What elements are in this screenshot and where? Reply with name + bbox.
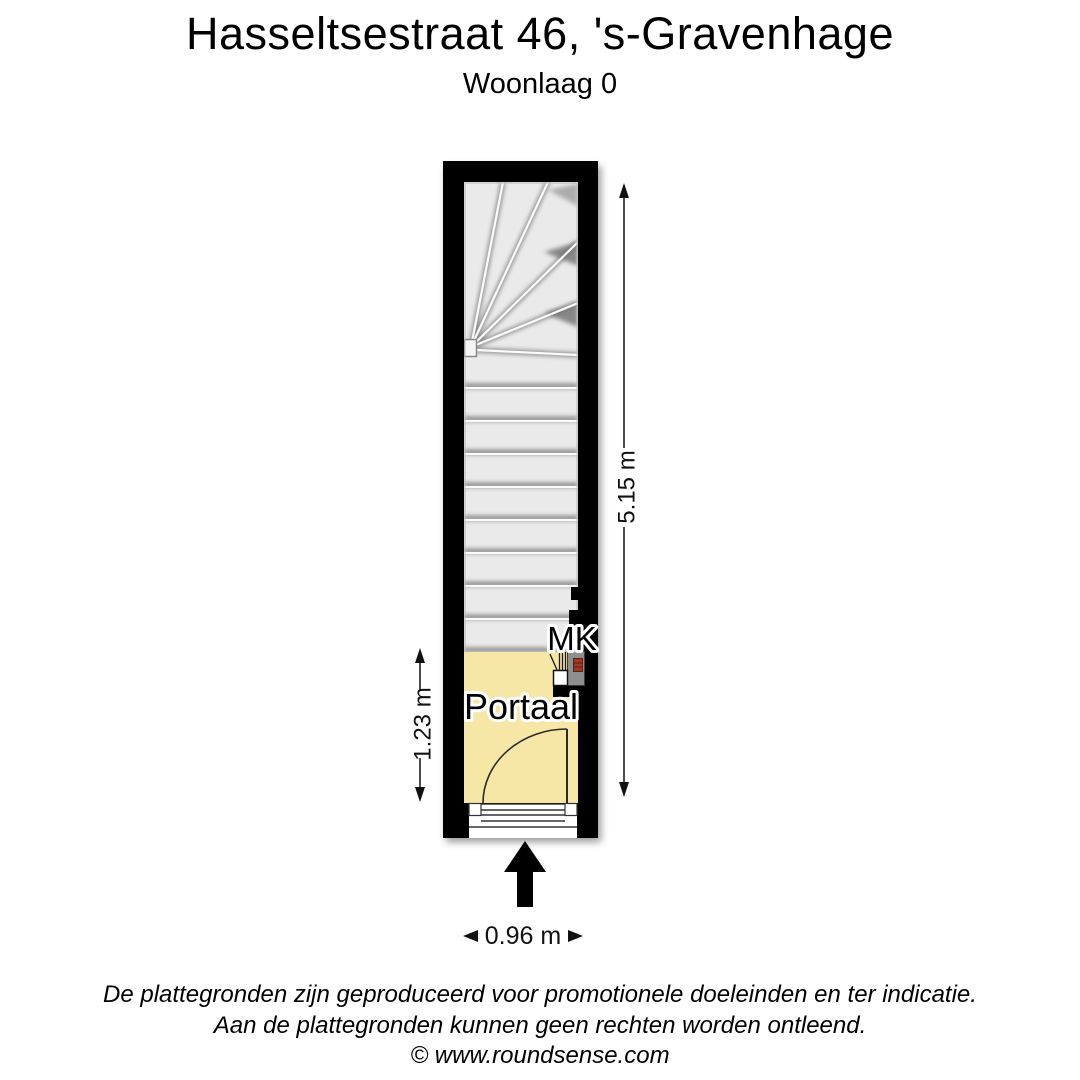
mk-label: MK	[547, 620, 597, 657]
entrance-threshold	[469, 803, 577, 838]
mk-door	[554, 671, 568, 686]
copyright-line: © www.roundsense.com	[410, 1042, 670, 1069]
floor-level-subtitle: Woonlaag 0	[462, 68, 618, 100]
staircase	[464, 182, 578, 652]
dimension-total-depth	[613, 183, 640, 797]
disclaimer-line-1: De plattegronden zijn geproduceerd voor promotionele doeleinden en ter indicatie.	[103, 981, 977, 1008]
dimension-entrance-width	[463, 922, 583, 950]
dimension-portaal-depth-label: 1.23 m	[409, 687, 437, 761]
dimension-entrance-width-label: 0.96 m	[484, 922, 562, 950]
entrance-arrow-icon	[504, 841, 546, 907]
dimension-portaal-depth	[409, 648, 436, 802]
page-title: Hasseltsestraat 46, 's-Gravenhage	[186, 8, 894, 59]
wall-bump	[571, 587, 578, 600]
portaal-label: Portaal	[463, 686, 579, 727]
dimension-total-depth-label: 5.15 m	[613, 450, 641, 524]
disclaimer-line-2: Aan de plattegronden kunnen geen rechten worden ontleend.	[213, 1012, 867, 1039]
stair-newel-post	[465, 340, 477, 357]
mk-meter-unit	[574, 659, 583, 672]
